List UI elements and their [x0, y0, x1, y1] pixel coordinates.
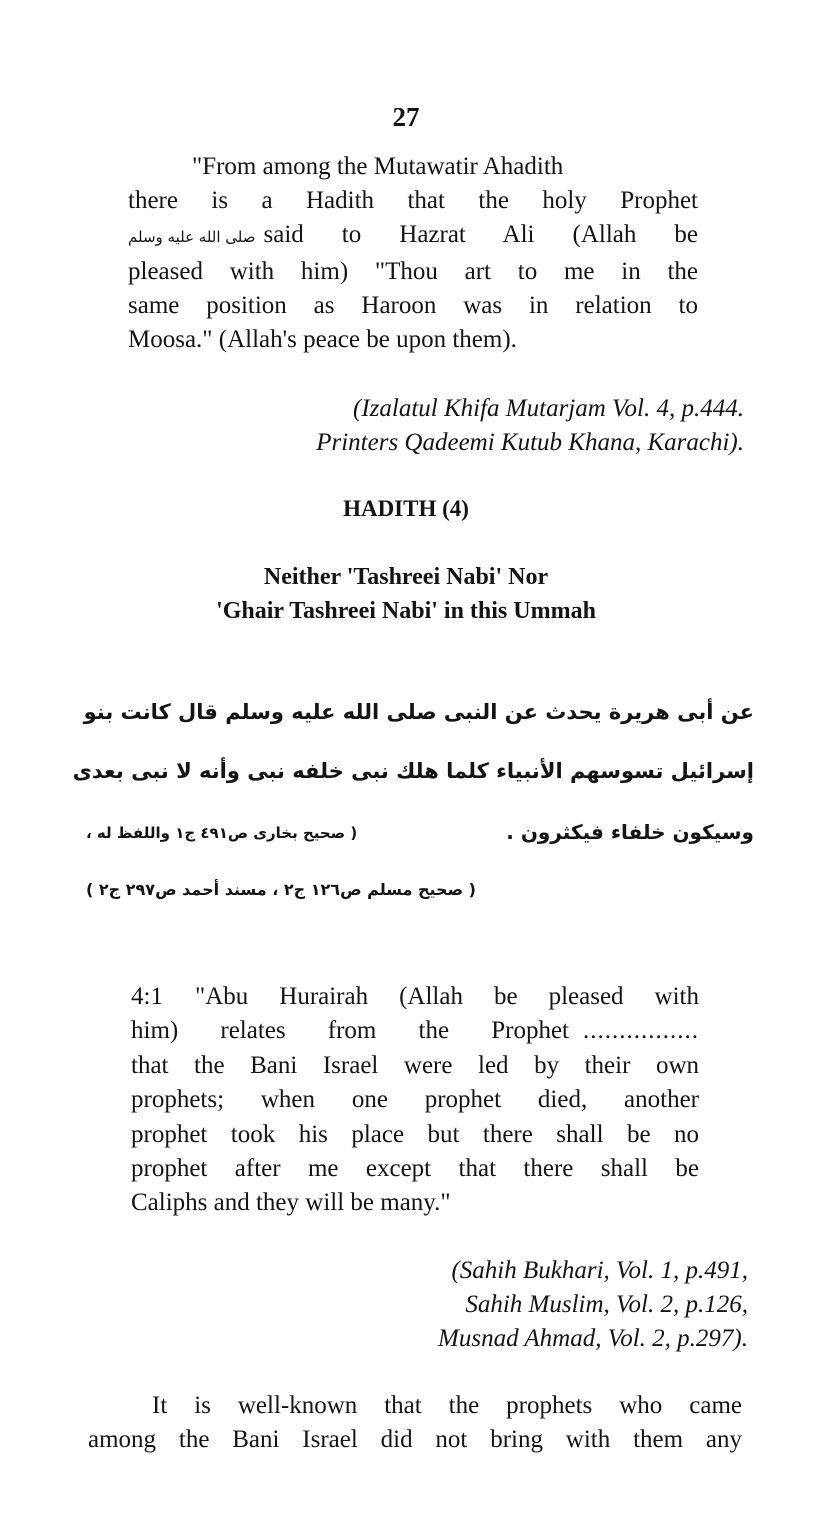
- citation-2-line-2: Sahih Muslim, Vol. 2, p.126,: [465, 1291, 748, 1318]
- subheading-line-1: Neither 'Tashreei Nabi' Nor: [263, 564, 549, 590]
- translation-line-1-text: "Abu Hurairah (Allah be pleased with: [195, 983, 699, 1010]
- arabic-line-2: إسرائيل تسوسهم الأنبياء كلما هلك نبى خلفه نبى وأنه لا نبى بعدى: [72, 759, 754, 783]
- translation-line-4: prophets; when one prophet died, another: [131, 1086, 699, 1114]
- citation-1-line-1: (Izalatul Khifa Mutarjam Vol. 4, p.444.: [353, 395, 744, 422]
- closing-line-1: It is well-known that the prophets who came: [152, 1392, 742, 1419]
- salutation-arabic: صلى الله عليه وسلم: [128, 228, 256, 247]
- quote-line-5: same position as Haroon was in relation to: [128, 291, 698, 319]
- translation-line-3: that the Bani Israel were led by their own: [131, 1051, 699, 1079]
- translation-line-6: prophet after me except that there shall be: [131, 1155, 699, 1183]
- hadith-heading: HADITH (4): [343, 496, 469, 521]
- quote-line-3: [128, 218, 698, 254]
- arabic-reference-bukhari: ( صحيح بخارى ص٤٩١ ج١ واللفظ له ،: [86, 824, 358, 842]
- intro-quote: [128, 150, 698, 357]
- page-number: 27: [392, 102, 420, 132]
- quote-line-1: "From among the Mutawatir Ahadith: [192, 153, 564, 180]
- citation-1-line-2: Printers Qadeemi Kutub Khana, Karachi).: [316, 429, 744, 456]
- quote-line-6: Moosa." (Allah's peace be upon them).: [128, 326, 517, 354]
- closing-line-2: among the Bani Israel did not bring with them any: [88, 1426, 742, 1454]
- translation: [131, 980, 699, 1221]
- quote-line-2: there is a Hadith that the holy Prophet: [128, 187, 698, 215]
- subheading-line-2: 'Ghair Tashreei Nabi' in this Ummah: [216, 598, 596, 624]
- quote-line-4: pleased with him) "Thou art to me in the: [128, 257, 698, 285]
- arabic-line-1: عن أبى هريرة يحدث عن النبى صلى الله عليه وسلم قال كانت بنو: [83, 700, 754, 724]
- arabic-reference-muslim: ( صحيح مسلم ص١٢٦ ج٢ ، مسند أحمد ص٢٩٧ ج٢ ): [86, 880, 476, 899]
- subheading: [0, 560, 812, 628]
- translation-label: 4:1: [131, 983, 163, 1010]
- translation-line-2: [131, 1014, 699, 1048]
- translation-line-5: prophet took his place but there shall be no: [131, 1120, 699, 1148]
- citation-2-line-1: (Sahih Bukhari, Vol. 1, p.491,: [451, 1257, 748, 1284]
- arabic-line-3-text: وسيكون خلفاء فيكثرون .: [506, 820, 754, 844]
- quote-line-3-text: said to Hazrat Ali (Allah be: [263, 221, 698, 249]
- closing-paragraph: [88, 1389, 742, 1457]
- translation-line-2-text: him) relates from the Prophet: [131, 1017, 569, 1045]
- citation-bukhari-muslim-ahmad: [248, 1254, 748, 1356]
- translation-omission-dots: ................: [583, 1017, 699, 1045]
- citation-2-line-3: Musnad Ahmad, Vol. 2, p.297).: [438, 1325, 748, 1352]
- translation-line-7: Caliphs and they will be many.": [131, 1189, 451, 1217]
- citation-izalatul-khifa: [144, 392, 744, 460]
- translation-line-1: [131, 980, 699, 1014]
